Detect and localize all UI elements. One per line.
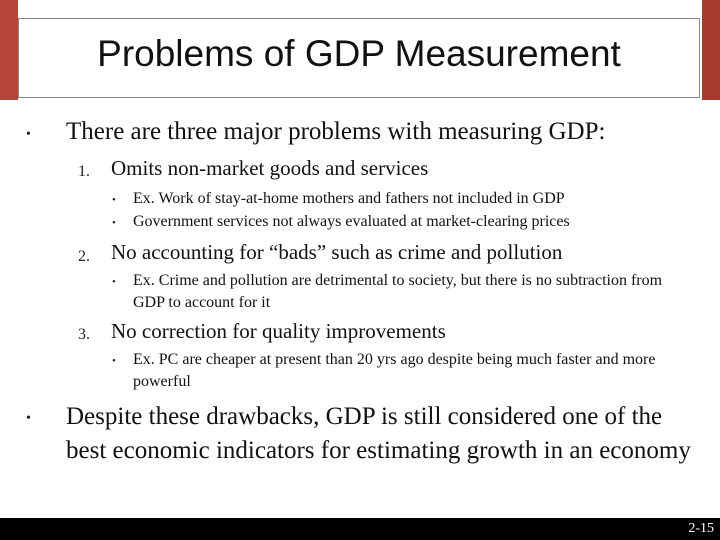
- page-number: 2-15: [688, 521, 714, 536]
- bullet-main-1: There are three major problems with measuring GDP:: [66, 118, 606, 145]
- right-decor-strip: [702, 0, 720, 100]
- bullet-marker: •: [26, 127, 31, 142]
- item-2-sub-1: Ex. Crime and pollution are detrimental to society, but there is no subtraction from GDP to account for it: [133, 272, 663, 311]
- item-1-sub-2: Government services not always evaluated at market-clearing prices: [133, 213, 570, 230]
- sub-bullet-marker: •: [112, 194, 116, 206]
- sub-bullet-marker: •: [112, 355, 116, 367]
- item-3-sub-1: Ex. PC are cheaper at present than 20 yrs ago despite being much faster and more powerful: [133, 351, 656, 390]
- bullet-main-2: Despite these drawbacks, GDP is still considered one of the best economic indicators for estimating growth in an economy: [66, 403, 691, 464]
- item-number-1: 1.: [78, 163, 90, 180]
- sub-bullet-marker: •: [112, 217, 116, 229]
- bullet-marker: •: [26, 411, 31, 426]
- item-3-text: No correction for quality improvements: [111, 319, 446, 343]
- item-1-text: Omits non-market goods and services: [111, 156, 429, 180]
- item-number-2: 2.: [78, 248, 90, 265]
- item-1-sub-1: Ex. Work of stay-at-home mothers and fathers not included in GDP: [133, 190, 565, 207]
- sub-bullet-marker: •: [112, 276, 116, 288]
- left-decor-strip: [0, 0, 18, 100]
- slide-title: Problems of GDP Measurement: [97, 33, 621, 74]
- item-2-text: No accounting for “bads” such as crime and pollution: [111, 240, 563, 264]
- item-number-3: 3.: [78, 326, 90, 343]
- footer-bar: [0, 518, 720, 540]
- title-box: [18, 18, 700, 98]
